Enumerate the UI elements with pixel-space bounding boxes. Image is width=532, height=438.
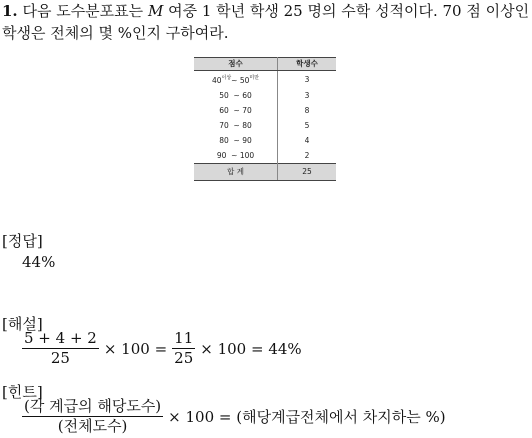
frequency-table (194, 57, 336, 181)
question-number: 1. (2, 2, 18, 20)
fraction-denominator: 25 (50, 349, 70, 367)
score-range-cell: 80 ~ 90 (194, 133, 278, 148)
count-cell: 3 (304, 75, 310, 84)
fraction-numerator: (각 계급의 해당도수) (24, 397, 162, 415)
total-value: 25 (278, 164, 337, 181)
question-text-pre: 다음 도수분포표는 (22, 2, 144, 20)
header-score: 점수 (194, 58, 278, 71)
multiply-expression: × 100 = (103, 339, 168, 358)
question-line-2: 학생은 전체의 몇 %인지 구하여라. (2, 24, 229, 42)
question-variable: M (147, 2, 164, 20)
count-cell: 5 (304, 121, 310, 130)
fraction-sum (22, 330, 99, 367)
hint-expression: × 100 = (해당계급전체에서 차지하는 %) (168, 408, 446, 426)
table-header-row (194, 58, 336, 71)
score-range-cell: 50 ~ 60 (194, 88, 278, 103)
fraction-numerator: 5 + 4 + 2 (24, 329, 97, 347)
fraction-simplified (172, 330, 195, 367)
total-label: 합 계 (194, 164, 278, 181)
explanation-label: [해설] (2, 315, 43, 333)
answer-value: 44% (22, 253, 56, 271)
score-range-cell: $40^{이상}\sim$ $50^{미만}$ (194, 71, 278, 89)
count-cell: 3 (304, 91, 310, 100)
answer-label: [정답] (2, 232, 43, 250)
hint-label: [힌트] (2, 383, 43, 401)
fraction-denominator: 25 (174, 349, 194, 367)
count-cell: 2 (304, 151, 310, 160)
hint-fraction (22, 398, 163, 435)
question-text-post: 여중 1 학년 학생 25 명의 수학 성적이다. 70 점 이상인 (168, 2, 530, 20)
header-count: 학생수 (278, 58, 337, 71)
table-row (194, 118, 336, 133)
score-range-cell: 70 ~ 80 (194, 118, 278, 133)
count-cell: 8 (304, 106, 310, 115)
table-row (194, 88, 336, 103)
table-row (194, 148, 336, 164)
explanation-equation (22, 330, 307, 367)
table-total-row (194, 164, 336, 181)
score-range-cell: 90 ~ 100 (194, 148, 278, 164)
question-line-1 (2, 0, 529, 21)
fraction-denominator: (전체도수) (57, 417, 128, 435)
count-cell: 4 (304, 136, 310, 145)
table-row (194, 103, 336, 118)
table-row (194, 133, 336, 148)
table-row (194, 71, 336, 89)
result-expression: × 100 = 44% (200, 339, 302, 358)
fraction-numerator: 11 (174, 329, 194, 347)
hint-equation (22, 398, 451, 435)
score-range-cell: 60 ~ 70 (194, 103, 278, 118)
